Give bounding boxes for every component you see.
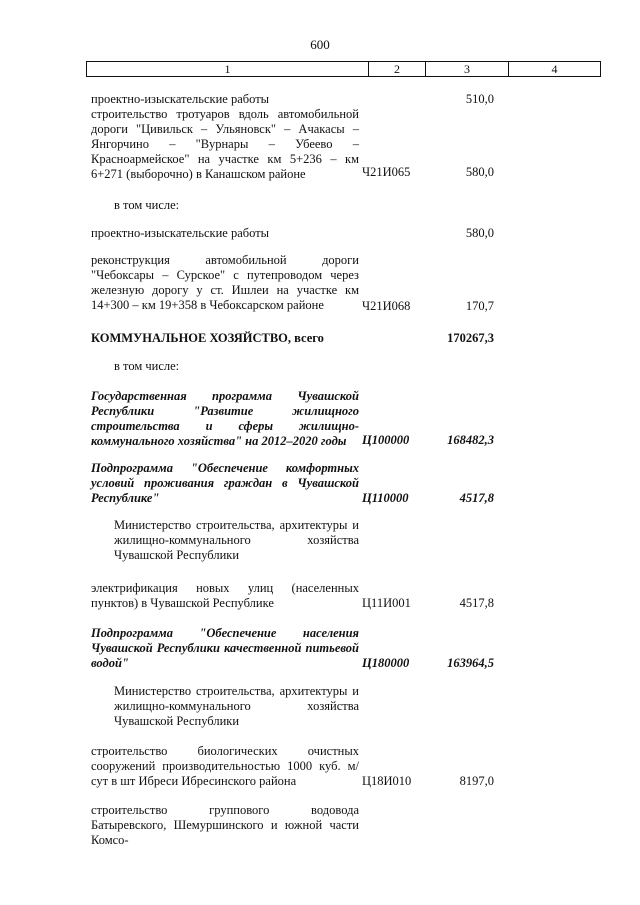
row-text: проектно-изыскательские работы [91,92,270,106]
row-text: строительство группового водовода Батыревского, Шемуршинского и южной части Комсо- [91,803,359,847]
row-code: Ц100000 [362,433,410,447]
row-text: КОММУНАЛЬНОЕ ХОЗЯЙСТВО, всего [91,331,324,345]
row-code: Ц180000 [362,656,410,670]
row-text: Подпрограмма "Обеспечение комфортных условий проживания граждан в Чувашской Республике" [91,461,359,505]
table-header [86,61,601,77]
row-text: строительство биологических очистных сооружений производительностью 1000 куб. м/сут в шт Ибреси Ибресинского района [91,744,359,788]
row-text: Министерство строительства, архитектуры и жилищно-коммунального хозяйства Чувашской Республики [114,518,359,562]
row-value: 163964,5 [447,656,494,670]
row-code: Ц110000 [362,491,409,505]
header-col-2: 2 [369,62,426,76]
header-col-3: 3 [426,62,509,76]
page-number: 600 [310,37,330,52]
header-col-4: 4 [551,62,558,76]
row-value: 170267,3 [447,331,494,345]
row-value: 4517,8 [459,596,494,610]
row-value: 170,7 [465,299,494,313]
row-text: Министерство строительства, архитектуры и жилищно-коммунального хозяйства Чувашской Республики [114,684,359,728]
row-value: 580,0 [465,226,494,240]
row-value: 8197,0 [459,774,494,788]
row-value: 168482,3 [447,433,494,447]
row-code: Ц11И001 [362,596,411,610]
row-text: в том числе: [114,359,180,373]
row-code: Ч21И065 [362,165,411,179]
row-text: строительство тротуаров вдоль автомобильной дороги "Цивильск – Ульяновск" – Ачакасы – Янгорчино – "Вурнары – Убеево – Красноармейское" на участке км 5+236 – км 6+271 (выборочно) в Канашском районе [91,107,359,181]
row-text: реконструкция автомобильной дороги "Чебоксары – Сурское" с путепроводом через железную дорогу у ст. Ишлеи на участке км 14+300 – км 19+358 в Чебоксарском районе [91,253,359,312]
row-text: в том числе: [114,198,180,212]
row-code: Ч21И068 [362,299,411,313]
row-value: 580,0 [465,165,494,179]
row-text: Государственная программа Чувашской Республики "Развитие жилищного строительства и сферы жилищно-коммунального хозяйства" на 2012–2020 годы [91,389,359,448]
row-text: электрификация новых улиц (населенных пунктов) в Чувашской Республике [91,581,359,610]
row-code: Ц18И010 [362,774,412,788]
row-text: Подпрограмма "Обеспечение населения Чувашской Республики качественной питьевой водой" [91,626,359,670]
row-text: проектно-изыскательские работы [91,226,270,240]
row-value: 4517,8 [459,491,494,505]
row-value: 510,0 [465,92,494,106]
header-col-1: 1 [87,62,369,76]
